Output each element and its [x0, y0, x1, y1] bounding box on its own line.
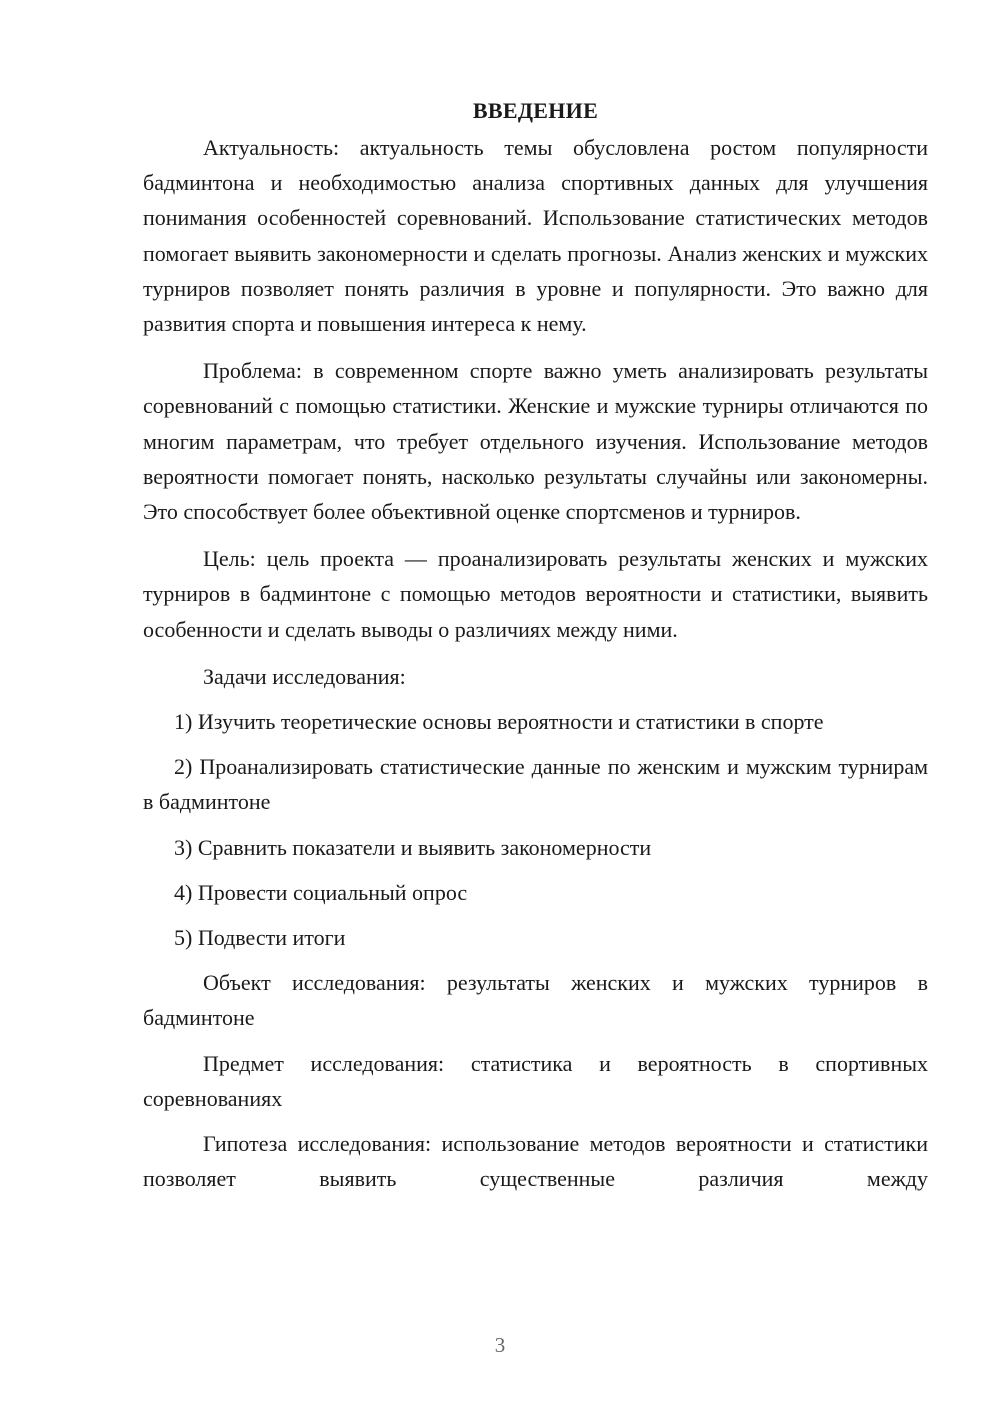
task-item-2: 2) Проанализировать статистические данные по женским и мужским турнирам в бадминтоне — [143, 754, 928, 815]
section-title: ВВЕДЕНИЕ — [472, 98, 599, 123]
paragraph-subject: Предмет исследования: статистика и вероятность в спортивных соревнованиях — [143, 1050, 928, 1111]
document-page — [143, 94, 928, 1196]
paragraph-hypothesis: Гипотеза исследования: использование методов вероятности и статистики позволяет выявить существенные различия между — [143, 1131, 928, 1192]
paragraph-problem: Проблема: в современном спорте важно уметь анализировать результаты соревнований с помощью статистики. Женские и мужские турниры отличаются по многим параметрам, что требует отдельного изучения. Использование методов вероятности помогает понять, насколько результаты случайны или закономерны. Это способствует более объективной оценке спортсменов и турниров. — [143, 358, 928, 525]
task-item-4: 4) Провести социальный опрос — [174, 879, 468, 905]
page-number: 3 — [494, 1333, 506, 1357]
paragraph-goal: Цель: цель проекта — проанализировать результаты женских и мужских турниров в бадминтоне с помощью методов вероятности и статистики, выявить особенности и сделать выводы о различиях между ними. — [143, 546, 928, 642]
task-item-5: 5) Подвести итоги — [174, 925, 346, 951]
paragraph-relevance: Актуальность: актуальность темы обусловлена ростом популярности бадминтона и необходимостью анализа спортивных данных для улучшения понимания особенностей соревнований. Использование статистических методов помогает выявить закономерности и сделать прогнозы. Анализ женских и мужских турниров позволяет понять различия в уровне и популярности. Это важно для развития спорта и повышения интереса к нему. — [143, 135, 928, 337]
task-item-1: 1) Изучить теоретические основы вероятности и статистики в спорте — [174, 709, 824, 735]
paragraph-object: Объект исследования: результаты женских и мужских турниров в бадминтоне — [143, 970, 928, 1031]
tasks-heading: Задачи исследования: — [203, 663, 406, 689]
task-item-3: 3) Сравнить показатели и выявить закономерности — [174, 834, 652, 860]
